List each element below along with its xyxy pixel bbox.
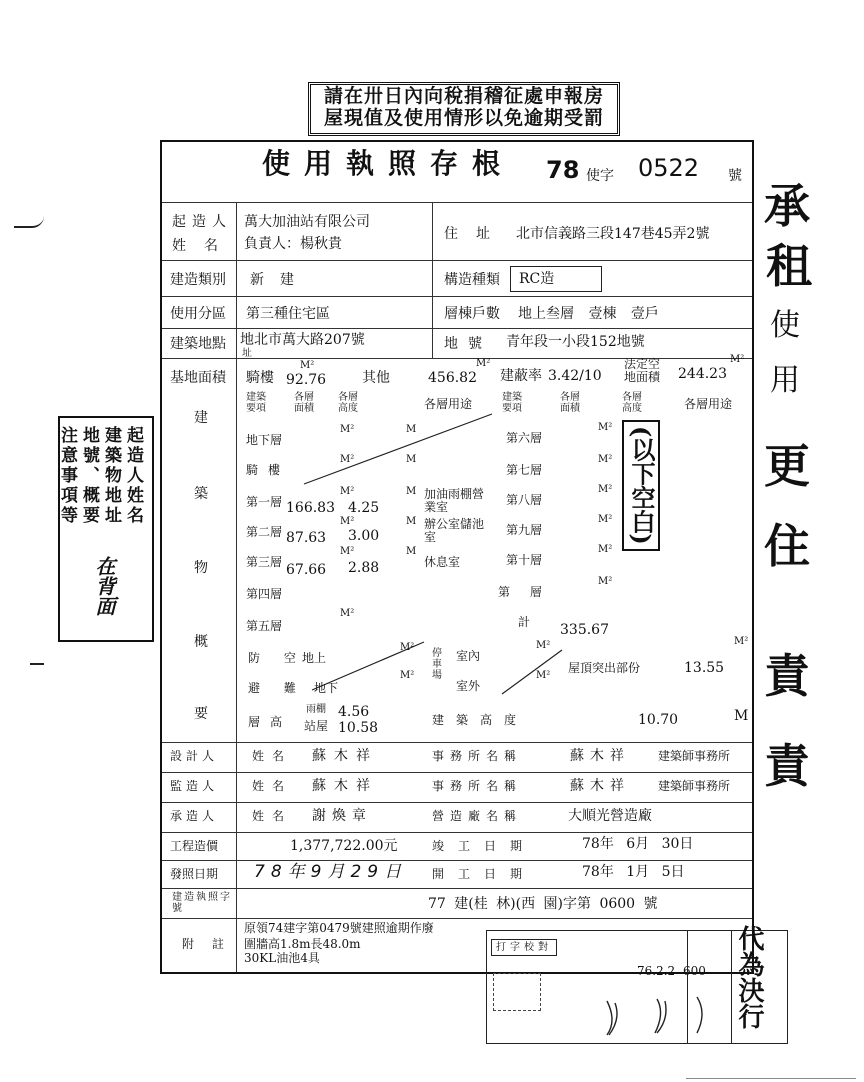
issue-value: 78年9月29日 [254,862,408,882]
floor-row-height: 3.00 [348,528,380,544]
bldg-height-unit: M [734,708,749,724]
parking-unit: M² [536,640,551,651]
structure-label: 構造種類 [444,272,500,288]
date-stamp: 76.2.2 [637,964,676,978]
floor-row-name: 騎樓 [246,463,291,477]
arcade-label: 騎樓 [246,370,274,386]
start-label: 開工日期 [432,867,537,881]
site-value: 地北市萬大路207號 [240,332,365,348]
roof-value: 13.55 [684,660,725,676]
supervisor-label: 監造人 [170,779,219,793]
parking-in: 室內 [456,649,481,663]
supervisor-office: 建築師事務所 [658,779,731,793]
site-sub: 址 [242,348,252,359]
supervisor-office-label: 事務所名稱 [432,779,523,793]
floor-row-name: 第 層 [498,585,550,599]
bldg-side-1: 建 [194,410,208,426]
bldg-height-value: 10.70 [638,712,679,728]
address-label: 住址 [444,226,508,242]
floor-row-area: 87.63 [286,530,327,546]
canopy-label: 雨棚 [306,704,326,715]
bldg-side-4: 概 [194,634,208,650]
floor-row-name: 第八層 [506,493,543,507]
floor-row-name: 第十層 [506,553,543,567]
bldg-height-label: 建築高度 [432,713,529,727]
side-note-col-4: 注意事項等 [57,426,77,526]
cost-label: 工程造價 [170,839,219,853]
floor-row-name: 第九層 [506,523,543,537]
floors-label: 層棟戶數 [444,306,500,322]
cost-value: 1,377,722.00元 [290,838,398,854]
floor-row-name: 第二層 [246,525,283,539]
coverage-label: 建蔽率 [500,368,542,384]
seal-stamp [493,973,541,1011]
notes-line-2: 圍牆高1.8m長48.0m [244,937,361,951]
side-note-handwriting: 在背面 [92,556,116,616]
issue-label: 發照日期 [170,867,219,881]
side-note-box [58,416,154,642]
unit-marker: M² [340,516,355,527]
unit-marker: M² [340,486,355,497]
designer-label: 設計人 [170,749,219,763]
notes-line-3: 30KL油池4具 [244,951,320,965]
shelter-label-1: 防 空 [248,651,306,665]
unit-marker: M² [340,454,355,465]
parking-out: 室外 [456,679,481,693]
permit-suffix: 號 [728,168,742,184]
other-label: 其他 [362,370,390,386]
col-item: 建築要項 [246,392,266,414]
area-label: 基地面積 [170,370,226,386]
designer-name: 蘇木祥 [312,748,378,764]
margin-mark [14,212,44,228]
unit-marker: M² [598,576,613,587]
floor-row-area: 67.66 [286,562,327,578]
build-type-label: 建造類別 [170,272,226,288]
unit-marker: M² [598,544,613,555]
height-label: 層高 [248,715,293,729]
col-height-right: 各層高度 [622,392,642,414]
margin-mark-2 [30,655,44,665]
floor-row-name: 第四層 [246,587,283,601]
floors-value: 地上叁層 壹棟 壹戶 [518,306,659,322]
other-value: 456.82 [428,370,477,386]
bldg-side-3: 物 [194,560,208,576]
right-char-7: 責 [764,649,810,703]
contractor-name-label: 姓名 [252,809,293,823]
designer-office: 建築師事務所 [658,749,731,763]
right-margin-text [764,170,854,870]
unit-marker: M² [340,424,355,435]
legal-area-unit: M² [730,354,745,365]
col-use-right: 各層用途 [684,397,733,411]
factory-label: 營造廠名稱 [432,809,523,823]
signature-marks [587,991,727,1041]
other-unit: M² [476,358,491,369]
total-label: 計 [518,615,531,629]
applicant-label: 起造人 [172,214,232,230]
parking-unit-2: M² [536,670,551,681]
shelter-below: 地下 [314,681,339,695]
approval-block [486,925,788,1044]
unit-marker: M² [598,484,613,495]
permit-form [160,140,754,974]
legal-area-label: 法定空地面積 [624,357,661,384]
side-note-col-2: 建築物地址 [101,426,121,526]
done-label: 竣工日期 [432,839,537,853]
floor-row-use: 休息室 [424,555,461,569]
notice-line-2: 屋現值及使用情形以免逾期受罰 [323,107,604,129]
arcade-unit: M² [300,360,315,371]
total-unit: M² [734,636,749,647]
col-item-right: 建築要項 [502,392,522,414]
lot-label: 地號 [444,336,492,352]
shelter-above: 地上 [302,651,327,665]
arcade-value: 92.76 [286,372,327,388]
applicant-person: 負責人：楊秋貴 [244,236,342,252]
right-char-3: 使 [770,308,800,343]
col-area-right: 各層面積 [560,392,580,414]
lot-value: 青年段一小段152地號 [506,334,645,350]
zone-label: 使用分區 [170,306,226,322]
factory-name: 大順光營造廠 [568,808,652,824]
structure-value: RC造 [519,271,555,287]
designer-office-label: 事務所名稱 [432,749,523,763]
done-value: 78年 6月 30日 [582,836,694,852]
unit-marker: M [406,546,417,557]
contractor-name: 謝煥章 [312,808,372,824]
contractor-label: 承造人 [170,809,219,823]
station-value: 10.58 [338,720,379,736]
designer-office-name: 蘇木祥 [570,748,630,764]
side-note-col-1: 起造人姓名 [123,426,143,526]
bldg-side-2: 築 [194,486,208,502]
supervisor-name-label: 姓名 [252,779,293,793]
roof-label: 屋頂突出部份 [568,661,641,675]
floor-row-use: 加油雨棚營業室 [424,487,485,514]
unit-marker: M [406,454,417,465]
bldg-side-5: 要 [194,706,208,722]
blank-below-stamp: (以下空白) [622,420,660,551]
unit-marker: M² [598,422,613,433]
coverage-value: 3.42/10 [548,368,602,384]
permit-prefix: 使字 [586,168,614,184]
canopy-value: 4.56 [338,704,370,720]
floor-row-name: 第一層 [246,495,283,509]
floor-row-name: 第六層 [506,431,543,445]
agent-stamp: 代為決行 [734,925,764,1029]
small-number: 600 [683,964,706,978]
supervisor-name: 蘇木祥 [312,778,378,794]
unit-marker: M² [598,454,613,465]
applicant-company: 萬大加油站有限公司 [244,214,370,230]
permit-label: 建造執照字號 [172,892,232,914]
floor-row-name: 第三層 [246,555,283,569]
unit-marker: M² [340,546,355,557]
unit-marker: M [406,424,417,435]
total-value: 335.67 [560,622,609,638]
build-type-value: 新建 [250,272,310,288]
station-label: 站屋 [304,719,329,733]
zone-value: 第三種住宅區 [246,306,330,322]
form-title: 使用執照存根 [262,147,515,180]
notes-label: 附註 [182,937,243,951]
permit-number: 0522 [638,154,700,182]
typing-check-label: 打字校對 [491,939,557,956]
floor-row-name: 第七層 [506,463,543,477]
floor-row-name: 第五層 [246,619,283,633]
notes-line-1: 原領74建字第0479號建照逾期作廢 [244,921,434,935]
parking-label: 停車場 [432,648,442,681]
applicant-name-label: 姓名 [172,238,236,254]
floor-row-name: 地下層 [246,433,283,447]
right-char-1: 承 [764,179,810,233]
side-note-col-3: 地號、概要 [79,426,99,526]
permit-year: 78 [546,156,580,184]
notice-line-1: 請在卅日內向稅捐稽征處申報房 [323,85,604,107]
applicant-address: 北市信義路三段147巷45弄2號 [516,226,710,242]
floor-row-height: 4.25 [348,500,380,516]
right-char-5: 更 [764,439,810,493]
right-char-2: 租 [766,239,812,293]
designer-name-label: 姓名 [252,749,293,763]
site-label: 建築地點 [170,336,226,352]
permit-value: 77 建(桂 林)(西 園)字第 0600 號 [428,896,658,912]
floor-row-use: 辦公室儲池室 [424,517,485,544]
col-height: 各層高度 [338,392,358,414]
unit-marker: M² [340,608,355,619]
shelter-unit-2: M² [400,670,415,681]
floor-row-height: 2.88 [348,560,380,576]
start-value: 78年 1月 5日 [582,864,685,880]
col-area: 各層面積 [294,392,314,414]
unit-marker: M [406,486,417,497]
floor-row-area: 166.83 [286,500,335,516]
shelter-unit: M² [400,642,415,653]
unit-marker: M [406,516,417,527]
notice-stamp [308,82,620,136]
shelter-label-2: 避 難 [248,681,306,695]
supervisor-office-name: 蘇木祥 [570,778,630,794]
right-char-4: 用 [770,363,800,398]
right-char-6: 住 [764,519,810,573]
right-char-8: 責 [764,739,810,793]
legal-area-value: 244.23 [678,366,727,382]
unit-marker: M² [598,514,613,525]
col-use: 各層用途 [424,397,473,411]
